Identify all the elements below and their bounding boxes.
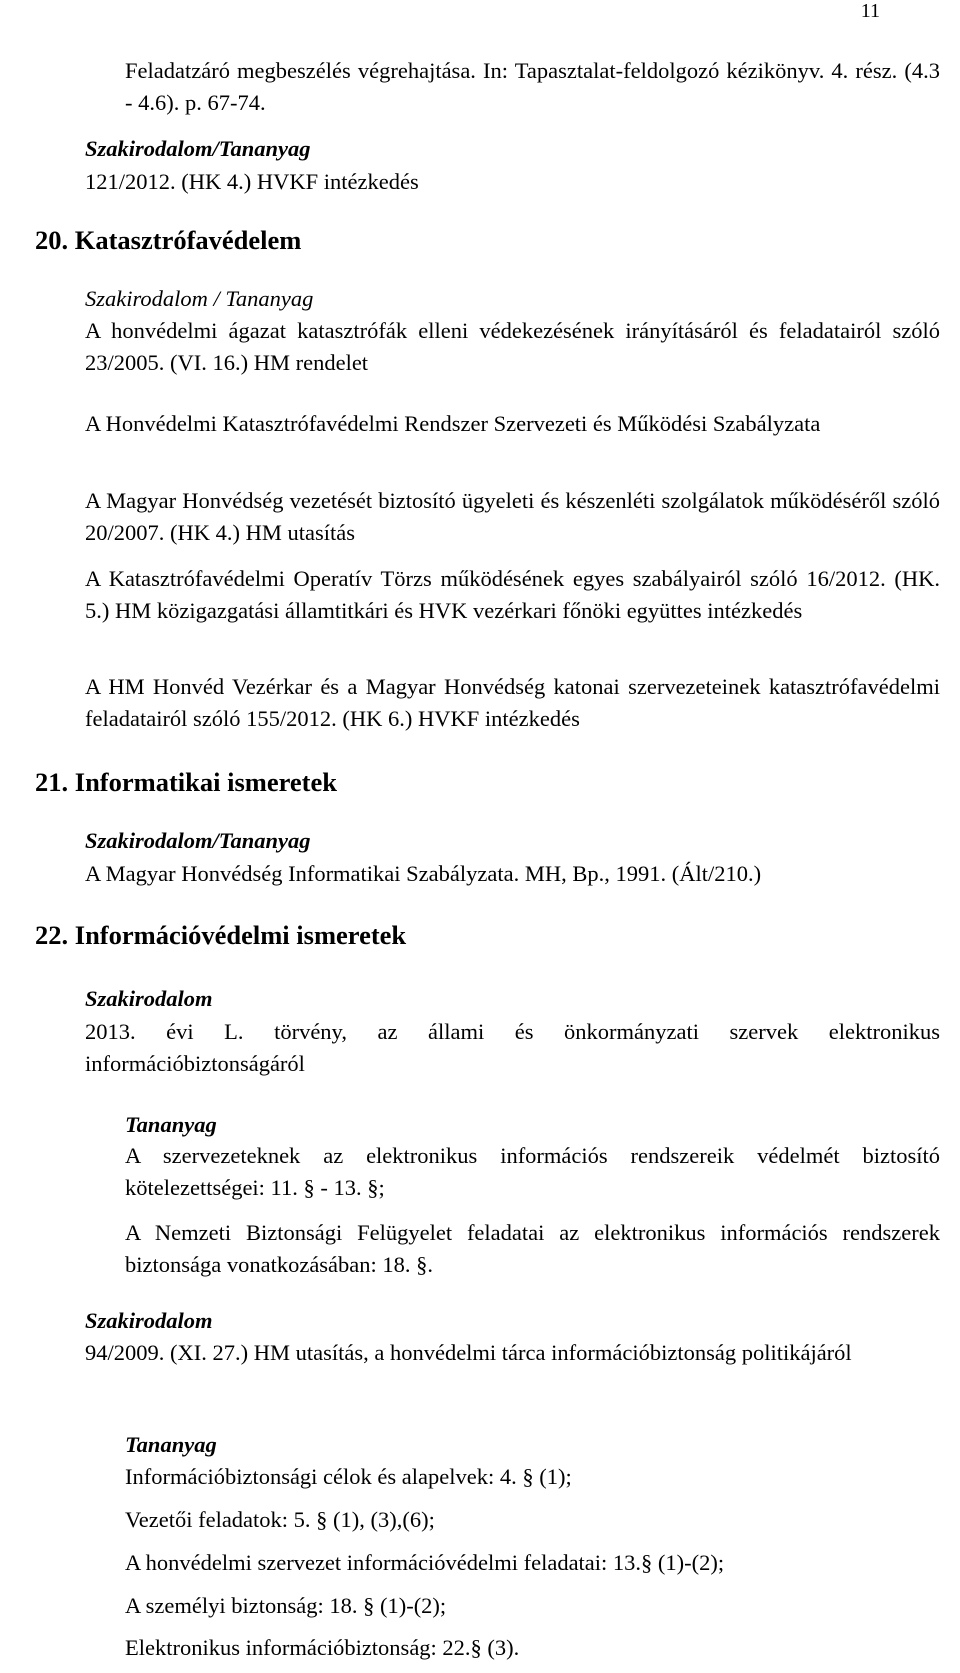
- reference-text: A honvédelmi szervezet információvédelmi feladatai: 13.§ (1)-(2);: [125, 1550, 725, 1575]
- reference-text: A HM Honvéd Vezérkar és a Magyar Honvédség katonai szervezeteinek katasztrófavédelmi feladatairól szóló 155/2012. (HK 6.) HVKF intézkedés: [85, 674, 940, 731]
- reference-text: 2013. évi L. törvény, az állami és önkormányzati szervek elektronikus információbiztonságáról: [85, 1019, 940, 1076]
- literature-heading: Szakirodalom: [85, 1308, 213, 1333]
- page-number: 11: [860, 0, 880, 22]
- literature-heading: Szakirodalom / Tananyag: [85, 286, 314, 311]
- material-heading: Tananyag: [125, 1112, 217, 1137]
- reference-text: A Nemzeti Biztonsági Felügyelet feladatai az elektronikus információs rendszerek biztonsága vonatkozásában: 18. §.: [125, 1220, 940, 1277]
- reference-text: A Magyar Honvédség vezetését biztosító ügyeleti és készenléti szolgálatok működéséről szóló 20/2007. (HK 4.) HM utasítás: [85, 488, 940, 545]
- reference-text: A Honvédelmi Katasztrófavédelmi Rendszer Szervezeti és Működési Szabályzata: [85, 411, 821, 436]
- section-heading: 21. Informatikai ismeretek: [35, 767, 338, 797]
- reference-text: 94/2009. (XI. 27.) HM utasítás, a honvédelmi tárca információbiztonság politikájáról: [85, 1340, 852, 1365]
- reference-text: A személyi biztonság: 18. § (1)-(2);: [125, 1593, 447, 1618]
- reference-text: Információbiztonsági célok és alapelvek: 4. § (1);: [125, 1464, 572, 1489]
- material-heading: Tananyag: [125, 1432, 217, 1457]
- reference-text: Vezetői feladatok: 5. § (1), (3),(6);: [125, 1507, 435, 1532]
- section-heading: 22. Információvédelmi ismeretek: [35, 920, 407, 950]
- reference-text: A Katasztrófavédelmi Operatív Törzs működésének egyes szabályairól szóló 16/2012. (HK. 5.) HM közigazgatási államtitkári és HVK vezérkari főnöki együttes intézkedés: [85, 566, 940, 623]
- section-heading: 20. Katasztrófavédelem: [35, 225, 302, 255]
- literature-heading: Szakirodalom: [85, 986, 213, 1011]
- literature-heading: Szakirodalom/Tananyag: [85, 136, 311, 161]
- reference-text: Feladatzáró megbeszélés végrehajtása. In: Tapasztalat-feldolgozó kézikönyv. 4. rész. (4.3 - 4.6). p. 67-74.: [125, 58, 940, 115]
- reference-text: 121/2012. (HK 4.) HVKF intézkedés: [85, 169, 419, 194]
- reference-text: Elektronikus információbiztonság: 22.§ (3).: [125, 1635, 520, 1660]
- reference-text: A honvédelmi ágazat katasztrófák elleni védekezésének irányításáról és feladatairól szóló 23/2005. (VI. 16.) HM rendelet: [85, 318, 940, 375]
- reference-text: A szervezeteknek az elektronikus információs rendszereik védelmét biztosító kötelezettségei: 11. § - 13. §;: [125, 1143, 940, 1200]
- reference-text: A Magyar Honvédség Informatikai Szabályzata. MH, Bp., 1991. (Ált/210.): [85, 861, 762, 886]
- literature-heading: Szakirodalom/Tananyag: [85, 828, 311, 853]
